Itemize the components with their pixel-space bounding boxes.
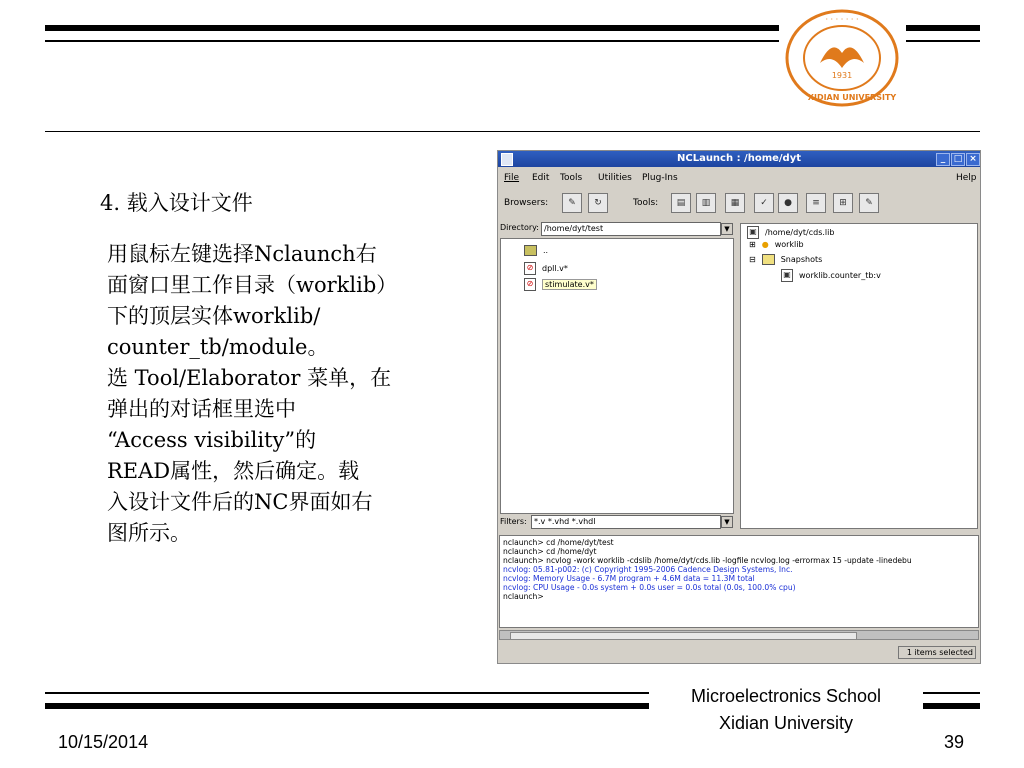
- footer-rule-thin: [45, 692, 649, 694]
- text-line: 用鼠标左键选择Nclaunch右: [107, 242, 377, 266]
- console-output[interactable]: [499, 535, 979, 628]
- console-line: ncvlog: Memory Usage - 6.7M program + 4.6M data = 11.3M total: [503, 574, 755, 583]
- minimize-button[interactable]: _: [936, 153, 950, 166]
- folder-icon: [524, 245, 537, 256]
- browsers-label: Browsers:: [504, 198, 549, 208]
- footer-rule-right-thin: [923, 692, 980, 694]
- collapse-icon[interactable]: ⊟: [749, 255, 756, 264]
- tree-item-snapshots[interactable]: ⊟ Snapshots: [749, 255, 823, 264]
- console-line: ncvlog: CPU Usage - 0.0s system + 0.0s user = 0.0s total (0.0s, 100.0% cpu): [503, 583, 796, 592]
- footer-rule-right-thick: [923, 703, 980, 709]
- console-line: nclaunch> cd /home/dyt/test: [503, 538, 614, 547]
- toolbar: [502, 193, 978, 219]
- file-item-parent[interactable]: ..: [524, 245, 548, 256]
- text-line: 弹出的对话框里选中: [107, 397, 296, 421]
- horizontal-scrollbar[interactable]: [499, 630, 979, 640]
- status-bar: 1 items selected: [898, 646, 976, 659]
- console-line: nclaunch> cd /home/dyt: [503, 547, 597, 556]
- window-titlebar[interactable]: [498, 151, 980, 167]
- library-icon: ▣: [747, 226, 759, 239]
- filters-input[interactable]: *.v *.vhd *.vhdl: [531, 515, 721, 529]
- filters-label: Filters:: [500, 517, 527, 526]
- console-line: nclaunch> ncvlog -work worklib -cdslib /home/dyt/cds.lib -logfile ncvlog.log -errormax 15 -update -linedebu: [503, 556, 912, 565]
- ncvlog-icon[interactable]: ▤: [671, 193, 691, 213]
- verilog-file-icon: ⊘: [524, 278, 536, 291]
- console-line: ncvlog: 05.81-p002: (c) Copyright 1995-2006 Cadence Design Systems, Inc.: [503, 565, 793, 574]
- file-list-pane: [500, 238, 734, 514]
- text-line: 入设计文件后的NC界面如右: [107, 490, 373, 514]
- maximize-button[interactable]: □: [951, 153, 965, 166]
- netlist-icon[interactable]: ⊞: [833, 193, 853, 213]
- menu-help[interactable]: Help: [956, 173, 977, 183]
- waveform-icon[interactable]: ✎: [859, 193, 879, 213]
- library-tree-pane: [740, 223, 978, 529]
- tree-item-worklib[interactable]: ⊞ ● worklib: [749, 240, 804, 249]
- description-text: [107, 239, 477, 549]
- chevron-down-icon[interactable]: ▼: [721, 516, 733, 528]
- window-title: NCLaunch : /home/dyt: [676, 153, 802, 164]
- ncsim-icon[interactable]: ●: [778, 193, 798, 213]
- header-divider: [45, 131, 980, 132]
- menu-utilities[interactable]: Utilities: [598, 173, 632, 183]
- library-browser-icon[interactable]: ✎: [562, 193, 582, 213]
- page-number: 39: [943, 732, 964, 752]
- directory-input[interactable]: /home/dyt/test: [541, 222, 721, 236]
- tree-root[interactable]: ▣ /home/dyt/cds.lib: [747, 226, 834, 239]
- footer-school: Microelectronics School: [690, 686, 882, 706]
- menu-edit[interactable]: Edit: [532, 173, 550, 183]
- text-line: READ属性，然后确定。载: [107, 459, 360, 483]
- top-rule-thick: [45, 25, 779, 31]
- text-line: counter_tb/module。: [107, 335, 329, 359]
- tools-label: Tools:: [633, 198, 659, 208]
- text-line: 下的顶层实体worklib/: [107, 304, 321, 328]
- folder-icon: [762, 254, 775, 265]
- ncelab-icon[interactable]: ▦: [725, 193, 745, 213]
- text-line: 面窗口里工作目录（worklib）: [107, 273, 398, 297]
- file-item-dpll[interactable]: ⊘ dpll.v*: [524, 262, 568, 275]
- text-line: “Access visibility”的: [107, 428, 317, 452]
- footer-rule-thick: [45, 703, 649, 709]
- hal-icon[interactable]: ≡: [806, 193, 826, 213]
- menu-plugins[interactable]: Plug-Ins: [642, 173, 678, 183]
- nclaunch-window: [497, 150, 981, 664]
- refresh-icon[interactable]: ↻: [588, 193, 608, 213]
- top-rule-right-thin: [906, 40, 980, 42]
- directory-label: Directory:: [500, 223, 539, 232]
- expand-icon[interactable]: ⊞: [749, 240, 756, 249]
- snapshot-icon: ▣: [781, 269, 793, 282]
- menu-tools[interactable]: Tools: [560, 173, 583, 183]
- ncvhdl-icon[interactable]: ▥: [696, 193, 716, 213]
- svg-text:1931: 1931: [831, 71, 853, 80]
- university-logo: [780, 8, 904, 108]
- verilog-file-icon: ⊘: [524, 262, 536, 275]
- section-heading: 4. 载入设计文件: [100, 191, 253, 215]
- footer-date: 10/15/2014: [58, 732, 149, 752]
- chevron-down-icon[interactable]: ▼: [721, 223, 733, 235]
- text-line: 选 Tool/Elaborator 菜单，在: [107, 366, 392, 390]
- text-line: 图所示。: [107, 521, 191, 545]
- tree-item-snapshot[interactable]: ▣ worklib.counter_tb:v: [781, 269, 881, 282]
- menu-bar: [502, 173, 978, 187]
- top-rule-right-thick: [906, 25, 980, 31]
- top-rule-thin: [45, 40, 779, 42]
- library-icon: ●: [761, 240, 769, 249]
- footer-university: Xidian University: [718, 713, 854, 733]
- svg-text:XIDIAN UNIVERSITY: XIDIAN UNIVERSITY: [807, 93, 897, 102]
- simulate-icon[interactable]: ✓: [754, 193, 774, 213]
- close-button[interactable]: ×: [966, 153, 980, 166]
- menu-file[interactable]: File: [504, 173, 520, 183]
- scroll-thumb[interactable]: [510, 632, 857, 640]
- svg-text:· · · · · · ·: · · · · · · ·: [825, 15, 859, 24]
- file-item-stimulate[interactable]: ⊘ stimulate.v*: [524, 278, 597, 291]
- console-line: nclaunch>: [503, 592, 544, 601]
